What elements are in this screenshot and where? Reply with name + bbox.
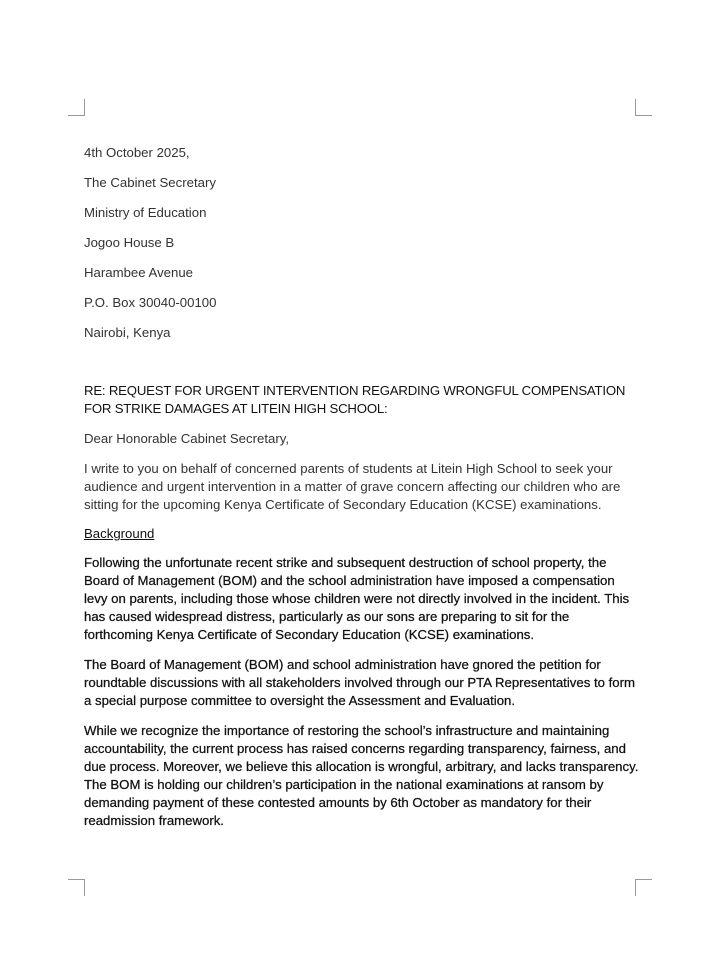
address-line: Ministry of Education: [84, 205, 207, 220]
body-paragraph: Following the unfortunate recent strike and subsequent destruction of school property, the Board of Management (BOM) and the school administration have imposed a compensation levy on parents, including those whose children were not directly involved in the incident. This has caused widespread distress, particularly as our sons are preparing to sit for the forthcoming Kenya Certificate of Secondary Education (KCSE) examinations.: [84, 555, 630, 642]
subject-line: RE: REQUEST FOR URGENT INTERVENTION REGARDING WRONGFUL COMPENSATION FOR STRIKE DAMAGES AT LITEIN HIGH SCHOOL:: [84, 383, 626, 416]
page-corner-mark-bottom-right: [635, 879, 652, 896]
address-line: Jogoo House B: [84, 235, 175, 250]
recipient-address-block: [84, 144, 640, 342]
body-paragraph: The Board of Management (BOM) and school administration have gnored the petition for roundtable discussions with all stakeholders involved through our PTA Representatives to form a special purpose committee to oversight the Assessment and Evaluation.: [84, 657, 635, 708]
salutation: Dear Honorable Cabinet Secretary,: [84, 431, 289, 446]
background-heading: Background: [84, 526, 155, 541]
letter-date: 4th October 2025,: [84, 145, 190, 160]
page-corner-mark-top-right: [635, 99, 652, 116]
page-corner-mark-top-left: [68, 99, 85, 116]
intro-paragraph: I write to you on behalf of concerned parents of students at Litein High School to seek your audience and urgent intervention in a matter of grave concern affecting our children who are sitting for the upcoming Kenya Certificate of Secondary Education (KCSE) examinations.: [84, 461, 621, 512]
address-line: P.O. Box 30040-00100: [84, 295, 217, 310]
address-line: Harambee Avenue: [84, 265, 193, 280]
page-corner-mark-bottom-left: [68, 879, 85, 896]
address-line: Nairobi, Kenya: [84, 325, 171, 340]
body-paragraph: While we recognize the importance of restoring the school’s infrastructure and maintaining accountability, the current process has raised concerns regarding transparency, fairness, and due process. Moreover, we believe this allocation is wrongful, arbitrary, and lacks transparency. The BOM is holding our children’s participation in the national examinations at ransom by demanding payment of these contested amounts by 6th October as mandatory for their readmission framework.: [84, 723, 639, 828]
address-line: The Cabinet Secretary: [84, 175, 216, 190]
letter-body: [84, 144, 640, 842]
